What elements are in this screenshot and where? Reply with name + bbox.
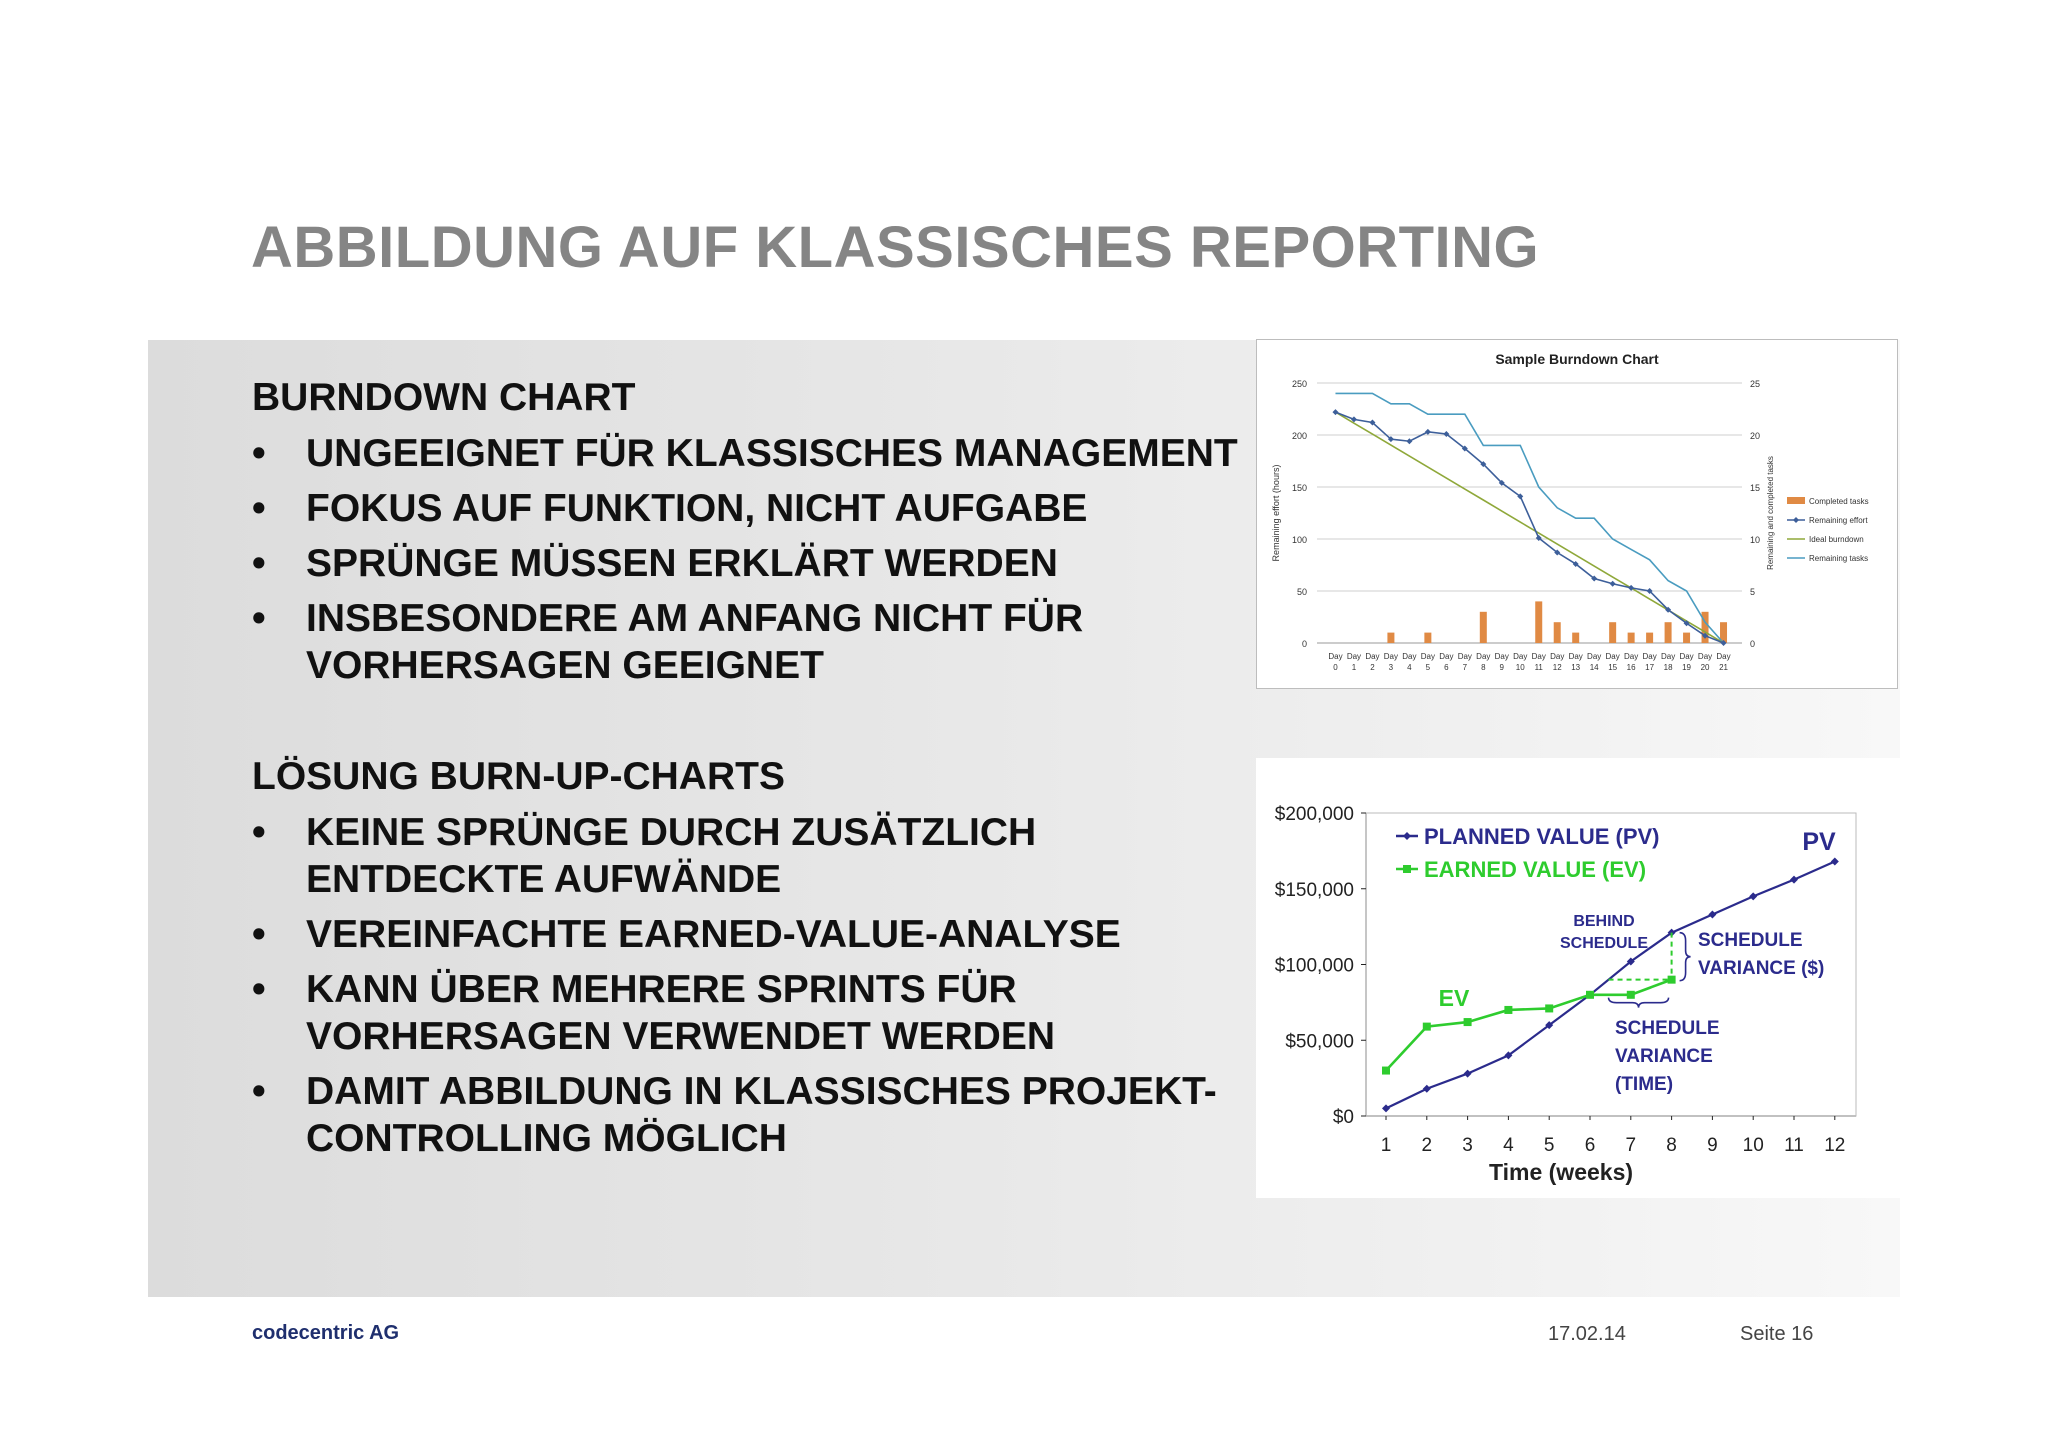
x-tick-label: Day (1513, 652, 1528, 661)
bullet-text: DAMIT ABBILDUNG IN KLASSISCHES PROJEKT-CONTROLLING MÖGLICH (306, 1070, 1217, 1160)
x-tick-label: 0 (1333, 663, 1338, 672)
section-heading-burndown: BURNDOWN CHART (252, 376, 636, 419)
burndown-bullet-list (252, 430, 1252, 689)
x-tick-label: Day (1328, 652, 1343, 661)
x-tick-label: 6 (1584, 1135, 1596, 1156)
x-tick-label: Day (1531, 652, 1546, 661)
bullet-text: UNGEEIGNET FÜR KLASSISCHES MANAGEMENT (306, 432, 1238, 475)
annotation-behind-schedule: BEHIND (1573, 913, 1635, 930)
annotation-schedule-variance-dollar: VARIANCE ($) (1698, 958, 1825, 979)
x-tick-label: Day (1457, 652, 1472, 661)
x-tick-label: 15 (1608, 663, 1618, 672)
earned-value-point (1586, 991, 1594, 999)
bullet-item (252, 809, 1096, 903)
legend-marker (1403, 865, 1411, 873)
x-tick-label: Day (1346, 652, 1362, 661)
y-tick-label: 0 (1301, 639, 1307, 649)
annotation-behind-schedule: SCHEDULE (1559, 935, 1649, 952)
completed-tasks-bar (1609, 622, 1616, 643)
legend-swatch (1787, 497, 1805, 504)
bullet-dot: • (252, 597, 266, 640)
bullet-dot: • (252, 1070, 266, 1113)
x-tick-label: 6 (1444, 663, 1449, 672)
bullet-dot: • (252, 811, 266, 854)
completed-tasks-bar (1683, 633, 1690, 643)
ideal-burndown-line (1335, 412, 1723, 643)
x-tick-label: Day (1716, 652, 1731, 661)
bullet-dot: • (252, 913, 266, 956)
planned-value-point (1382, 1104, 1390, 1112)
x-tick-label: 5 (1543, 1135, 1555, 1156)
x-tick-label: 4 (1503, 1135, 1514, 1156)
earned-value-point (1423, 1023, 1431, 1031)
x-tick-label: 12 (1552, 663, 1562, 672)
remaining-effort-point (1425, 429, 1431, 435)
footer-date: 17.02.14 (1548, 1323, 1626, 1345)
legend-label: Ideal burndown (1809, 535, 1864, 544)
x-tick-label: 11 (1534, 663, 1543, 672)
x-tick-label: Day (1642, 652, 1657, 661)
earned-value-point (1464, 1018, 1472, 1026)
completed-tasks-bar (1387, 633, 1394, 643)
planned-value-point (1831, 857, 1839, 865)
x-tick-label: 1 (1380, 1135, 1392, 1156)
bullet-dot: • (252, 487, 266, 530)
completed-tasks-bar (1535, 601, 1542, 643)
x-tick-label: Day (1568, 652, 1583, 661)
footer-company: codecentric AG (252, 1322, 400, 1344)
remaining-effort-point (1406, 438, 1412, 444)
x-tick-label: Day (1439, 652, 1454, 661)
bullet-text: KEINE SPRÜNGE DURCH ZUSÄTZLICH ENTDECKTE AUFWÄNDE (306, 811, 1037, 901)
x-tick-label: Day (1587, 652, 1602, 661)
earned-value-point (1545, 1004, 1553, 1012)
y2-tick-label: 5 (1750, 587, 1756, 597)
bullet-item (252, 430, 1252, 477)
x-tick-label: 8 (1666, 1135, 1677, 1156)
bullet-dot: • (252, 542, 266, 585)
variance-time-brace (1609, 998, 1669, 1008)
bullet-dot: • (252, 968, 266, 1011)
x-tick-label: Day (1697, 652, 1713, 661)
x-tick-label: 13 (1571, 663, 1581, 672)
y-tick-label: 50 (1296, 587, 1307, 597)
section-heading-burnup: LÖSUNG BURN-UP-CHARTS (252, 755, 785, 798)
text-column (252, 374, 1252, 1162)
legend-label: Remaining effort (1809, 516, 1868, 525)
bullet-dot: • (252, 432, 266, 475)
bullet-text: SPRÜNGE MÜSSEN ERKLÄRT WERDEN (306, 542, 1058, 585)
y-tick-label: $150,000 (1274, 879, 1354, 901)
x-tick-label: 4 (1407, 663, 1412, 672)
x-tick-label: 11 (1784, 1135, 1804, 1156)
annotation-schedule-variance-time: VARIANCE (1615, 1046, 1713, 1067)
annotation-schedule-variance-time: (TIME) (1615, 1074, 1674, 1095)
burnup-chart (1256, 758, 1900, 1198)
x-tick-label: 2 (1370, 663, 1375, 672)
variance-dollar-brace (1680, 933, 1691, 981)
x-tick-label: Day (1550, 652, 1565, 661)
slide-title: ABBILDUNG AUF KLASSISCHES REPORTING (251, 215, 1540, 280)
x-tick-label: 2 (1421, 1135, 1433, 1156)
y2-tick-label: 10 (1750, 535, 1761, 545)
legend-marker (1793, 517, 1799, 523)
legend-label: Remaining tasks (1809, 554, 1869, 563)
legend-marker (1403, 832, 1411, 840)
x-tick-label: Day (1402, 652, 1417, 661)
earned-value-point (1504, 1006, 1512, 1014)
bullet-item (252, 540, 1252, 587)
bullet-item (252, 911, 1252, 958)
x-axis-label: Time (weeks) (1488, 1159, 1634, 1185)
x-tick-label: Day (1420, 652, 1435, 661)
chart-title: Sample Burndown Chart (1495, 351, 1659, 367)
burnup-bullet-list (252, 809, 1252, 1162)
legend-label: EARNED VALUE (EV) (1424, 857, 1647, 882)
x-tick-label: 1 (1351, 663, 1357, 672)
earned-value-point (1627, 991, 1635, 999)
bullet-text: VEREINFACHTE EARNED-VALUE-ANALYSE (306, 913, 1121, 956)
x-tick-label: 12 (1824, 1135, 1846, 1156)
y-axis-label: Remaining effort (hours) (1271, 464, 1281, 562)
legend-label: PLANNED VALUE (PV) (1424, 824, 1660, 849)
planned-value-point (1464, 1070, 1472, 1078)
y-tick-label: 150 (1291, 483, 1307, 493)
x-tick-label: 7 (1625, 1135, 1637, 1156)
x-tick-label: 14 (1589, 663, 1599, 672)
y-tick-label: $100,000 (1274, 955, 1354, 977)
bullet-text: KANN ÜBER MEHRERE SPRINTS FÜR VORHERSAGEN VERWENDET WERDEN (306, 968, 1056, 1058)
y-tick-label: 200 (1291, 431, 1307, 441)
y2-axis-label: Remaining and completed tasks (1766, 456, 1775, 570)
bullet-text: FOKUS AUF FUNKTION, NICHT AUFGABE (306, 487, 1088, 530)
footer-page-number: Seite 16 (1740, 1323, 1814, 1345)
x-tick-label: Day (1494, 652, 1509, 661)
annotation-pv: PV (1802, 828, 1836, 856)
x-tick-label: 16 (1626, 663, 1636, 672)
bullet-item (252, 1068, 1266, 1162)
burndown-chart (1257, 340, 1897, 688)
legend-label: Completed tasks (1809, 497, 1869, 506)
x-tick-label: 9 (1499, 663, 1505, 672)
y-tick-label: $0 (1332, 1107, 1354, 1128)
completed-tasks-bar (1572, 633, 1579, 643)
completed-tasks-bar (1554, 622, 1561, 643)
x-tick-label: Day (1660, 652, 1676, 661)
x-tick-label: 10 (1515, 663, 1525, 672)
planned-value-point (1708, 911, 1716, 919)
x-tick-label: Day (1365, 652, 1380, 661)
completed-tasks-bar (1665, 622, 1672, 643)
x-tick-label: 9 (1707, 1135, 1718, 1156)
x-tick-label: 7 (1462, 663, 1468, 672)
annotation-schedule-variance-time: SCHEDULE (1615, 1018, 1720, 1039)
x-tick-label: Day (1383, 652, 1399, 661)
planned-value-point (1749, 892, 1757, 900)
y2-tick-label: 15 (1750, 483, 1761, 493)
bullet-item (252, 966, 1086, 1060)
earned-value-point (1382, 1067, 1390, 1075)
y-tick-label: $50,000 (1285, 1031, 1354, 1053)
x-tick-label: Day (1679, 652, 1694, 661)
x-tick-label: Day (1476, 652, 1491, 661)
y-tick-label: 100 (1291, 535, 1307, 545)
completed-tasks-bar (1628, 633, 1635, 643)
burndown-chart-figure (1256, 339, 1898, 689)
planned-value-point (1423, 1085, 1431, 1093)
x-tick-label: 5 (1425, 663, 1431, 672)
x-tick-label: 10 (1742, 1135, 1764, 1156)
x-tick-label: 3 (1388, 663, 1394, 672)
x-tick-label: 20 (1700, 663, 1710, 672)
x-tick-label: 21 (1719, 663, 1728, 672)
x-tick-label: Day (1624, 652, 1639, 661)
y-tick-label: 250 (1291, 379, 1307, 389)
completed-tasks-bar (1424, 633, 1431, 643)
planned-value-point (1790, 876, 1798, 884)
y2-tick-label: 0 (1750, 639, 1756, 649)
y2-tick-label: 20 (1750, 431, 1761, 441)
annotation-ev: EV (1438, 985, 1470, 1011)
remaining-effort-point (1610, 581, 1616, 587)
x-tick-label: 19 (1682, 663, 1692, 672)
x-tick-label: 17 (1645, 663, 1655, 672)
y-tick-label: $200,000 (1274, 804, 1354, 825)
bullet-text: INSBESONDERE AM ANFANG NICHT FÜR VORHERSAGEN GEEIGNET (306, 597, 1084, 687)
burnup-chart-figure (1256, 758, 1900, 1198)
x-tick-label: Day (1605, 652, 1620, 661)
completed-tasks-bar (1646, 633, 1653, 643)
bullet-item (252, 595, 1166, 689)
bullet-item (252, 485, 1252, 532)
annotation-schedule-variance-dollar: SCHEDULE (1698, 930, 1803, 951)
x-tick-label: 18 (1663, 663, 1673, 672)
x-tick-label: 8 (1481, 663, 1486, 672)
completed-tasks-bar (1480, 612, 1487, 643)
x-tick-label: 3 (1462, 1135, 1473, 1156)
y2-tick-label: 25 (1750, 379, 1761, 389)
